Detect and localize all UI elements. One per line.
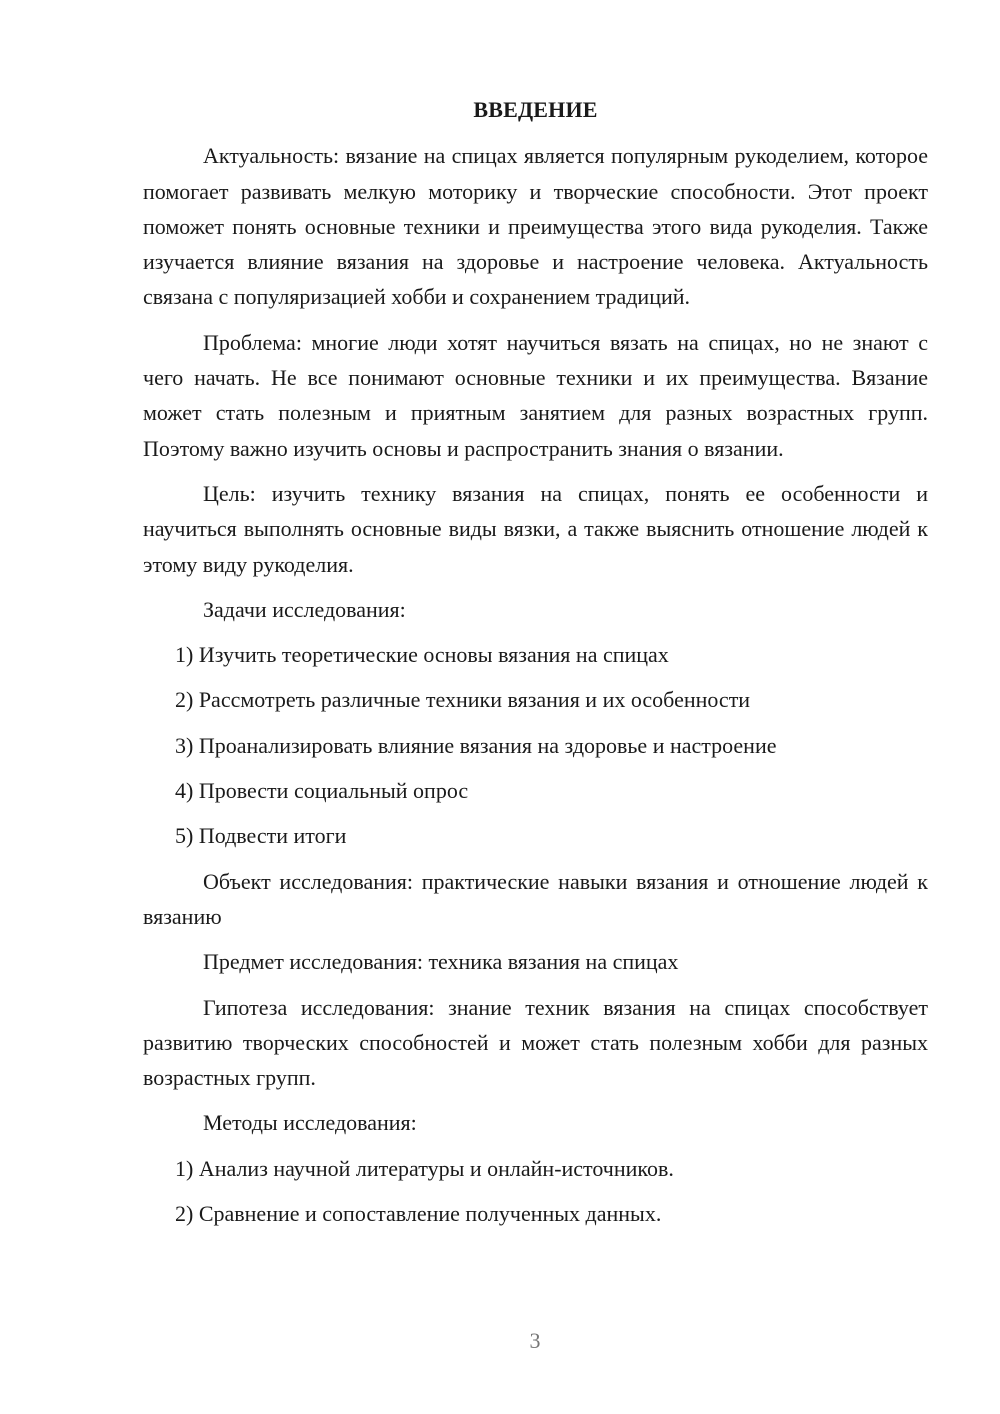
list-item: 2) Сравнение и сопоставление полученных данных.	[175, 1201, 662, 1227]
paragraph-relevance: Актуальность: вязание на спицах является популярным рукоделием, которое помогает развивать мелкую моторику и творческие способности. Этот проект поможет понять основные техники и преимущества этого вида рукоделия. Также изучается влияние вязания на здоровье и настроение человека. Актуальность связана с популяризацией хобби и сохранением традиций.	[143, 143, 928, 310]
paragraph-object: Объект исследования: практические навыки вязания и отношение людей к вязанию	[143, 868, 928, 929]
tasks-heading: Задачи исследования:	[203, 596, 406, 622]
methods-heading: Методы исследования:	[203, 1110, 417, 1136]
list-item: 1) Изучить теоретические основы вязания на спицах	[175, 642, 669, 668]
list-item: 5) Подвести итоги	[175, 823, 347, 849]
paragraph-goal: Цель: изучить технику вязания на спицах, понять ее особенности и научиться выполнять основные виды вязки, а также выяснить отношение людей к этому виду рукоделия.	[143, 480, 928, 577]
page-number: 3	[529, 1328, 541, 1353]
list-item: 4) Провести социальный опрос	[175, 778, 469, 804]
list-item: 1) Анализ научной литературы и онлайн-источников.	[175, 1155, 674, 1181]
paragraph-subject: Предмет исследования: техника вязания на спицах	[203, 949, 679, 975]
page-title: ВВЕДЕНИЕ	[473, 97, 598, 122]
document-page	[143, 92, 928, 1241]
paragraph-hypothesis: Гипотеза исследования: знание техник вязания на спицах способствует развитию творческих способностей и может стать полезным хобби для разных возрастных групп.	[143, 994, 928, 1091]
list-item: 3) Проанализировать влияние вязания на здоровье и настроение	[175, 732, 777, 758]
list-item: 2) Рассмотреть различные техники вязания и их особенности	[175, 687, 751, 713]
tasks-list	[143, 637, 928, 853]
methods-list	[143, 1151, 928, 1232]
paragraph-problem: Проблема: многие люди хотят научиться вязать на спицах, но не знают с чего начать. Не все понимают основные техники и их преимущества. Вязание может стать полезным и приятным занятием для разных возрастных групп. Поэтому важно изучить основы и распространить знания о вязании.	[143, 329, 928, 461]
